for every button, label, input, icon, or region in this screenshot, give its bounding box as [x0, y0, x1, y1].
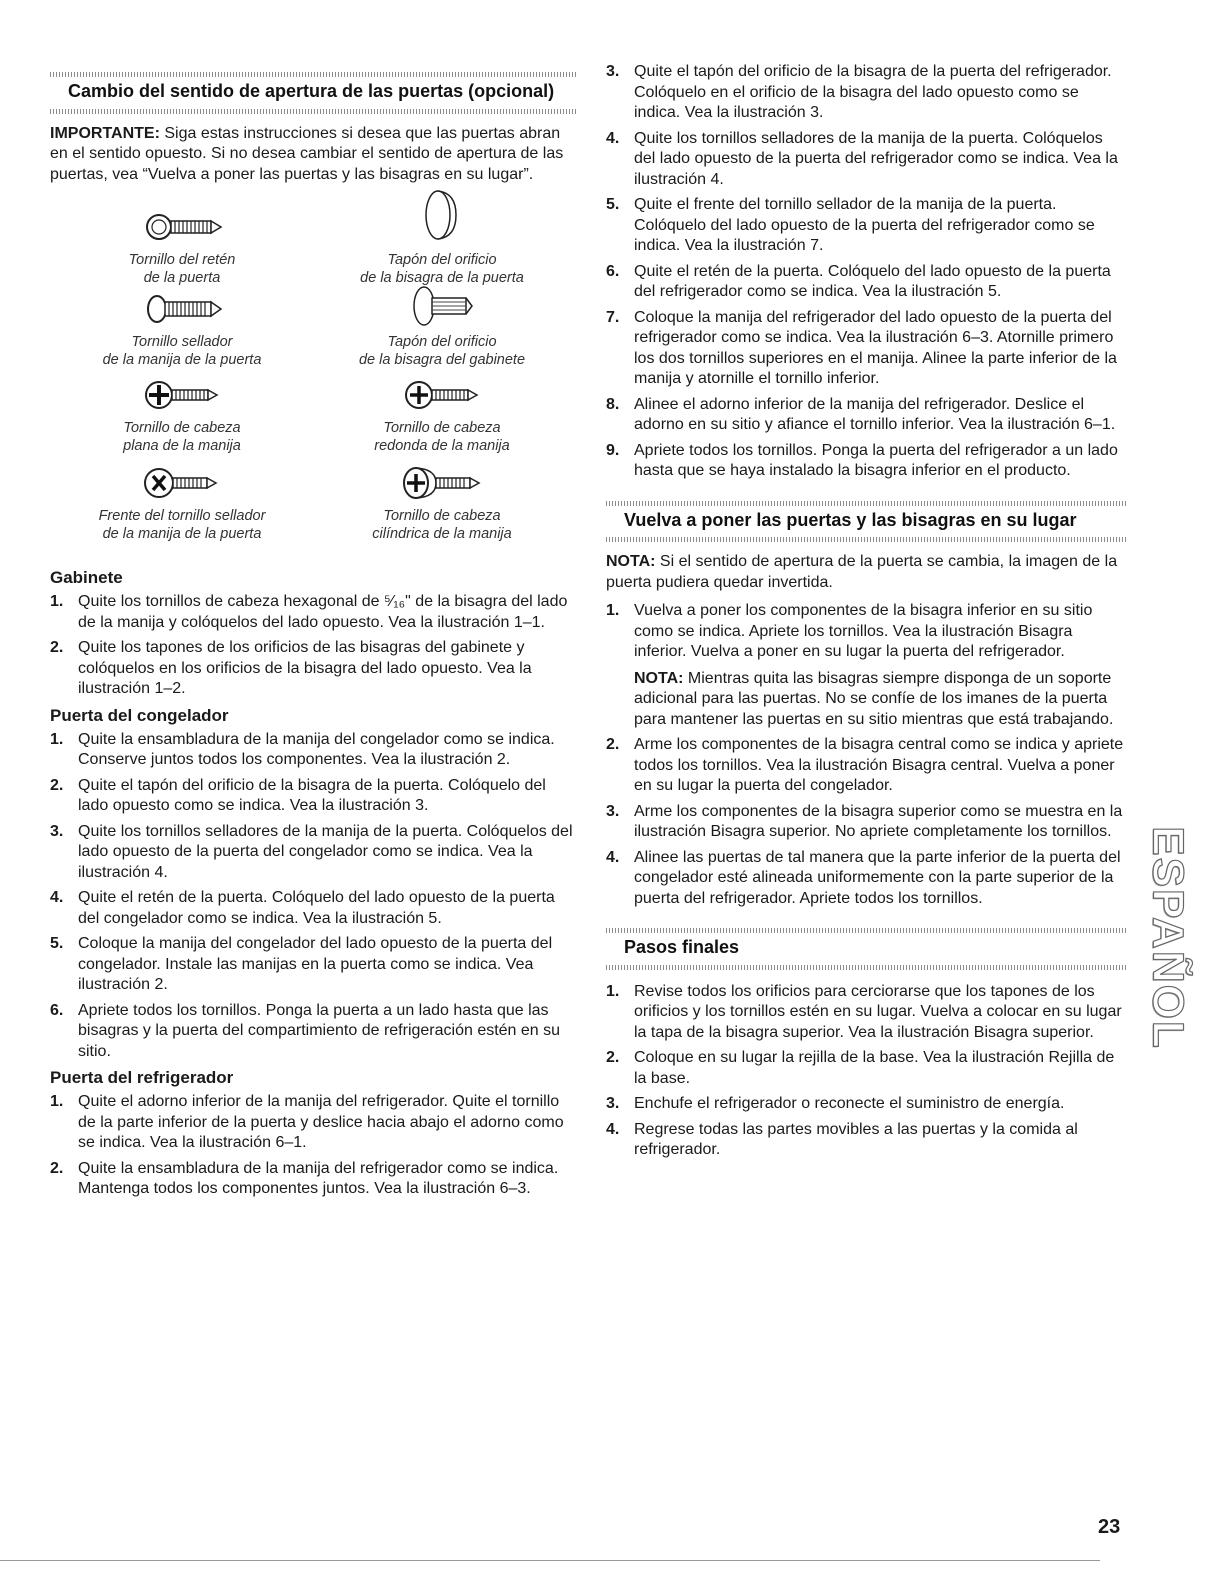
step-number: 4.	[606, 848, 620, 866]
final-steps	[606, 982, 1126, 1161]
refrigerador-steps-continued	[606, 62, 1126, 482]
step-number: 3.	[50, 822, 64, 840]
step-text: Quite el retén de la puerta. Colóquelo del lado opuesto de la puerta del refrigerador como se indica. Vea la ilustración 5.	[634, 262, 1111, 300]
step-number: 1.	[50, 730, 64, 748]
step-text: Quite el retén de la puerta. Colóquelo del lado opuesto de la puerta del congelador como se indica. Vea la ilustración 5.	[78, 889, 555, 927]
important-paragraph	[50, 124, 578, 186]
part-caption-line2: de la manija de la puerta	[102, 352, 262, 369]
right-column	[606, 0, 1126, 1166]
door-hinge-plug-icon	[412, 183, 472, 247]
section-title-reverse-doors: Cambio del sentido de apertura de las puertas (opcional)	[68, 81, 555, 101]
refrigerador-steps	[50, 1092, 578, 1200]
step-text: Apriete todos los tornillos. Ponga la puerta del refrigerador a un lado hasta que se haya instalado la bisagra inferior en el producto.	[634, 441, 1118, 479]
list-item	[606, 982, 1126, 1044]
door-stop-screw-icon	[137, 207, 227, 247]
part-cabinet-hinge-plug	[322, 283, 562, 369]
parts-illustration-grid	[50, 203, 578, 563]
step-number: 1.	[606, 982, 620, 1000]
gabinete-steps	[50, 592, 578, 700]
step-number: 3.	[606, 802, 620, 820]
step-number: 4.	[606, 129, 620, 147]
part-caption-line1: Tornillo sellador	[131, 334, 233, 351]
list-item	[606, 1120, 1126, 1161]
important-label: IMPORTANTE:	[50, 124, 160, 142]
round-head-screw-icon	[397, 375, 487, 415]
reinstall-steps	[606, 601, 1126, 909]
subheading-gabinete: Gabinete	[50, 568, 123, 588]
subheading-puerta-refrigerador: Puerta del refrigerador	[50, 1068, 234, 1088]
step-text: Quite los tornillos de cabeza hexagonal de ⁵⁄₁₆" de la bisagra del lado de la manija y colóquelos del lado opuesto. Vea la ilustración 1–1.	[78, 593, 568, 631]
step-number: 3.	[606, 1095, 620, 1113]
step-number: 5.	[606, 196, 620, 213]
list-item	[50, 592, 578, 633]
step-text: Quite la ensambladura de la manija del refrigerador como se indica. Mantenga todos los componentes juntos. Vea la ilustración 6–3.	[78, 1159, 559, 1198]
list-item	[50, 888, 578, 929]
list-item	[606, 1048, 1126, 1089]
sealing-screw-front-icon	[137, 463, 227, 503]
section-rule	[50, 109, 578, 114]
step-text: Arme los componentes de la bisagra superior como se muestra en la ilustración Bisagra superior. No apriete completamente los tornillos.	[634, 802, 1123, 841]
step-text: Quite los tapones de los orificios de las bisagras del gabinete y colóquelos en los orificios de la bisagra del lado opuesto. Vea la ilustración 1–2.	[78, 639, 532, 698]
section-title-final-steps: Pasos finales	[624, 937, 740, 958]
list-item	[50, 1159, 578, 1200]
step-text: Quite los tornillos selladores de la manija de la puerta. Colóquelos del lado opuesto de la puerta del refrigerador como se indica. Vea la ilustración 4.	[634, 129, 1118, 188]
important-text: Siga estas instrucciones si desea que las puertas abran en el sentido opuesto. Si no desea cambiar el sentido de apertura de las puertas, vea “Vuelva a poner las puertas y las bisagras en su lugar”.	[50, 124, 564, 183]
part-caption-line2: de la puerta	[143, 270, 221, 287]
part-caption-line1: Frente del tornillo sellador	[98, 508, 266, 525]
step-number: 6.	[606, 262, 620, 280]
step-number: 1.	[606, 602, 620, 620]
part-cylinder-head-screw	[322, 463, 562, 543]
step-text: Vuelva a poner los componentes de la bisagra inferior en su sitio como se indica. Apriete los tornillos. Vea la ilustración Bisagra inferior. Vuelva a poner en su lugar la puerta del refrigerador.	[634, 602, 1093, 661]
subheading-puerta-congelador: Puerta del congelador	[50, 705, 229, 725]
footer-rule	[0, 1560, 1100, 1561]
part-sealing-screw-front	[62, 463, 302, 543]
part-caption-line1: Tornillo de cabeza	[383, 420, 501, 437]
cabinet-hinge-plug-icon	[402, 283, 482, 329]
step-text: Quite el frente del tornillo sellador de la manija de la puerta. Colóquelo del lado opuesto de la puerta del refrigerador como se indica. Vea la ilustración 7.	[634, 196, 1095, 254]
section-title-reinstall-doors: Vuelva a poner las puertas y las bisagras en su lugar	[624, 509, 1077, 530]
list-item	[50, 776, 578, 817]
step-text: Quite el adorno inferior de la manija del refrigerador. Quite el tornillo de la parte inferior de la puerta y deslice hacia abajo el adorno como se indica. Vea la ilustración 6–1.	[78, 1093, 564, 1152]
step-text: Enchufe el refrigerador o reconecte el suministro de energía.	[634, 1095, 1065, 1113]
cylinder-head-screw-icon	[392, 463, 492, 503]
part-door-hinge-plug	[322, 183, 562, 287]
step-number: 1.	[50, 593, 64, 611]
step-number: 8.	[606, 395, 620, 413]
nota-paragraph	[606, 552, 1126, 593]
part-caption-line1: Tornillo de cabeza	[123, 420, 241, 437]
step-number: 5.	[50, 935, 64, 953]
step-text: Arme los componentes de la bisagra central como se indica y apriete todos los tornillos. Vea la ilustración Bisagra central. Vuelva a poner en su lugar la puerta del congelador.	[634, 736, 1124, 795]
list-item	[606, 262, 1126, 303]
inner-note-label: NOTA:	[634, 669, 684, 687]
part-caption-line2: cilíndrica de la manija	[372, 526, 512, 543]
step-number: 2.	[50, 776, 64, 794]
step-number: 2.	[606, 736, 620, 754]
list-item	[50, 1092, 578, 1154]
list-item	[606, 601, 1126, 730]
nota-text: Si el sentido de apertura de la puerta se cambia, la imagen de la puerta pudiera quedar invertida.	[606, 553, 1118, 591]
part-door-stop-screw	[62, 207, 302, 287]
list-item	[50, 822, 578, 884]
step-text: Alinee las puertas de tal manera que la parte inferior de la puerta del congelador esté alineada uniformemente con la parte superior de la puerta del refrigerador. Apriete todos los tornillos.	[634, 848, 1121, 907]
part-caption-line2: plana de la manija	[123, 438, 241, 455]
part-caption-line2: de la bisagra de la puerta	[360, 270, 524, 287]
part-caption-line2: redonda de la manija	[374, 438, 510, 455]
list-item	[606, 441, 1126, 482]
step-text: Alinee el adorno inferior de la manija del refrigerador. Deslice el adorno en su sitio y afiance el tornillo inferior. Vea la ilustración 6–1.	[634, 395, 1116, 433]
list-item	[606, 848, 1126, 910]
page-number: 23	[1098, 1516, 1121, 1538]
part-flat-head-screw	[62, 375, 302, 455]
list-item	[50, 730, 578, 771]
step-text: Regrese todas las partes movibles a las puertas y la comida al refrigerador.	[634, 1120, 1078, 1159]
nota-label: NOTA:	[606, 553, 656, 571]
list-item	[606, 195, 1126, 257]
list-item	[606, 395, 1126, 436]
list-item	[606, 308, 1126, 390]
list-item	[606, 735, 1126, 797]
handle-sealing-screw-icon	[137, 289, 227, 329]
language-side-tab	[1144, 822, 1193, 1054]
part-caption-line2: de la bisagra del gabinete	[358, 352, 526, 369]
inner-note-text: Mientras quita las bisagras siempre disponga de un soporte adicional para las puertas. No se confíe de los imanes de la puerta para mantener las puertas en su sitio mientras que está trabajando.	[634, 669, 1114, 728]
list-item	[606, 802, 1126, 843]
list-item	[606, 62, 1126, 124]
part-caption-line1: Tornillo del retén	[128, 252, 236, 269]
step-text: Quite el tapón del orificio de la bisagra de la puerta del refrigerador. Colóquelo en el orificio de la bisagra del lado opuesto como se indica. Vea la ilustración 3.	[634, 63, 1112, 121]
part-handle-sealing-screw	[62, 289, 302, 369]
list-item	[606, 129, 1126, 191]
language-side-tab-label: ESPAÑOL	[1144, 826, 1193, 1050]
flat-head-screw-icon	[137, 375, 227, 415]
step-number: 3.	[606, 63, 620, 80]
list-item	[50, 1001, 578, 1063]
part-round-head-screw	[322, 375, 562, 455]
step-number: 6.	[50, 1001, 64, 1019]
part-caption-line2: de la manija de la puerta	[102, 526, 262, 543]
step-number: 7.	[606, 308, 620, 326]
list-item	[606, 1094, 1126, 1115]
part-caption-line1: Tornillo de cabeza	[383, 508, 501, 525]
section-rule	[606, 537, 1126, 542]
step-number: 4.	[606, 1120, 620, 1138]
step-number: 2.	[50, 639, 64, 657]
step-number: 2.	[50, 1159, 64, 1177]
step-text: Revise todos los orificios para cerciorarse que los tapones de los orificios y los tornillos estén en su lugar. Vuelva a colocar en su lugar la tapa de la bisagra superior. Vea la ilustración Bisagra superior.	[634, 982, 1122, 1041]
step-text: Quite los tornillos selladores de la manija de la puerta. Colóquelos del lado opuesto de la puerta del congelador como se indica. Vea la ilustración 4.	[78, 822, 573, 881]
step-number: 4.	[50, 889, 64, 907]
step-text: Quite la ensambladura de la manija del congelador como se indica. Conserve juntos todos los componentes. Vea la ilustración 2.	[78, 730, 555, 769]
step-text: Coloque la manija del refrigerador del lado opuesto de la puerta del refrigerador como se indica. Vea la ilustración 6–3. Atornille primero los dos tornillos superiores en el manija. Alinee la parte inferior de la manija y atornille el tornillo inferior.	[634, 308, 1117, 387]
step-text: Quite el tapón del orificio de la bisagra de la puerta. Colóquelo del lado opuesto como se indica. Vea la ilustración 3.	[78, 776, 546, 815]
part-caption-line1: Tapón del orificio	[387, 252, 497, 269]
list-item	[50, 638, 578, 700]
step-number: 9.	[606, 441, 620, 459]
step-text: Coloque la manija del congelador del lado opuesto de la puerta del congelador. Instale las manijas en la puerta como se indica. Vea ilustración 2.	[78, 935, 553, 994]
left-column	[50, 0, 578, 1205]
list-item	[50, 934, 578, 996]
step-text: Coloque en su lugar la rejilla de la base. Vea la ilustración Rejilla de la base.	[634, 1049, 1115, 1087]
step-text: Apriete todos los tornillos. Ponga la puerta a un lado hasta que las bisagras y la puerta del compartimiento de refrigeración estén en su sitio.	[78, 1001, 561, 1060]
part-caption-line1: Tapón del orificio	[387, 334, 497, 351]
step-number: 2.	[606, 1049, 620, 1067]
inner-note	[634, 669, 1126, 731]
step-number: 1.	[50, 1093, 64, 1111]
congelador-steps	[50, 730, 578, 1063]
